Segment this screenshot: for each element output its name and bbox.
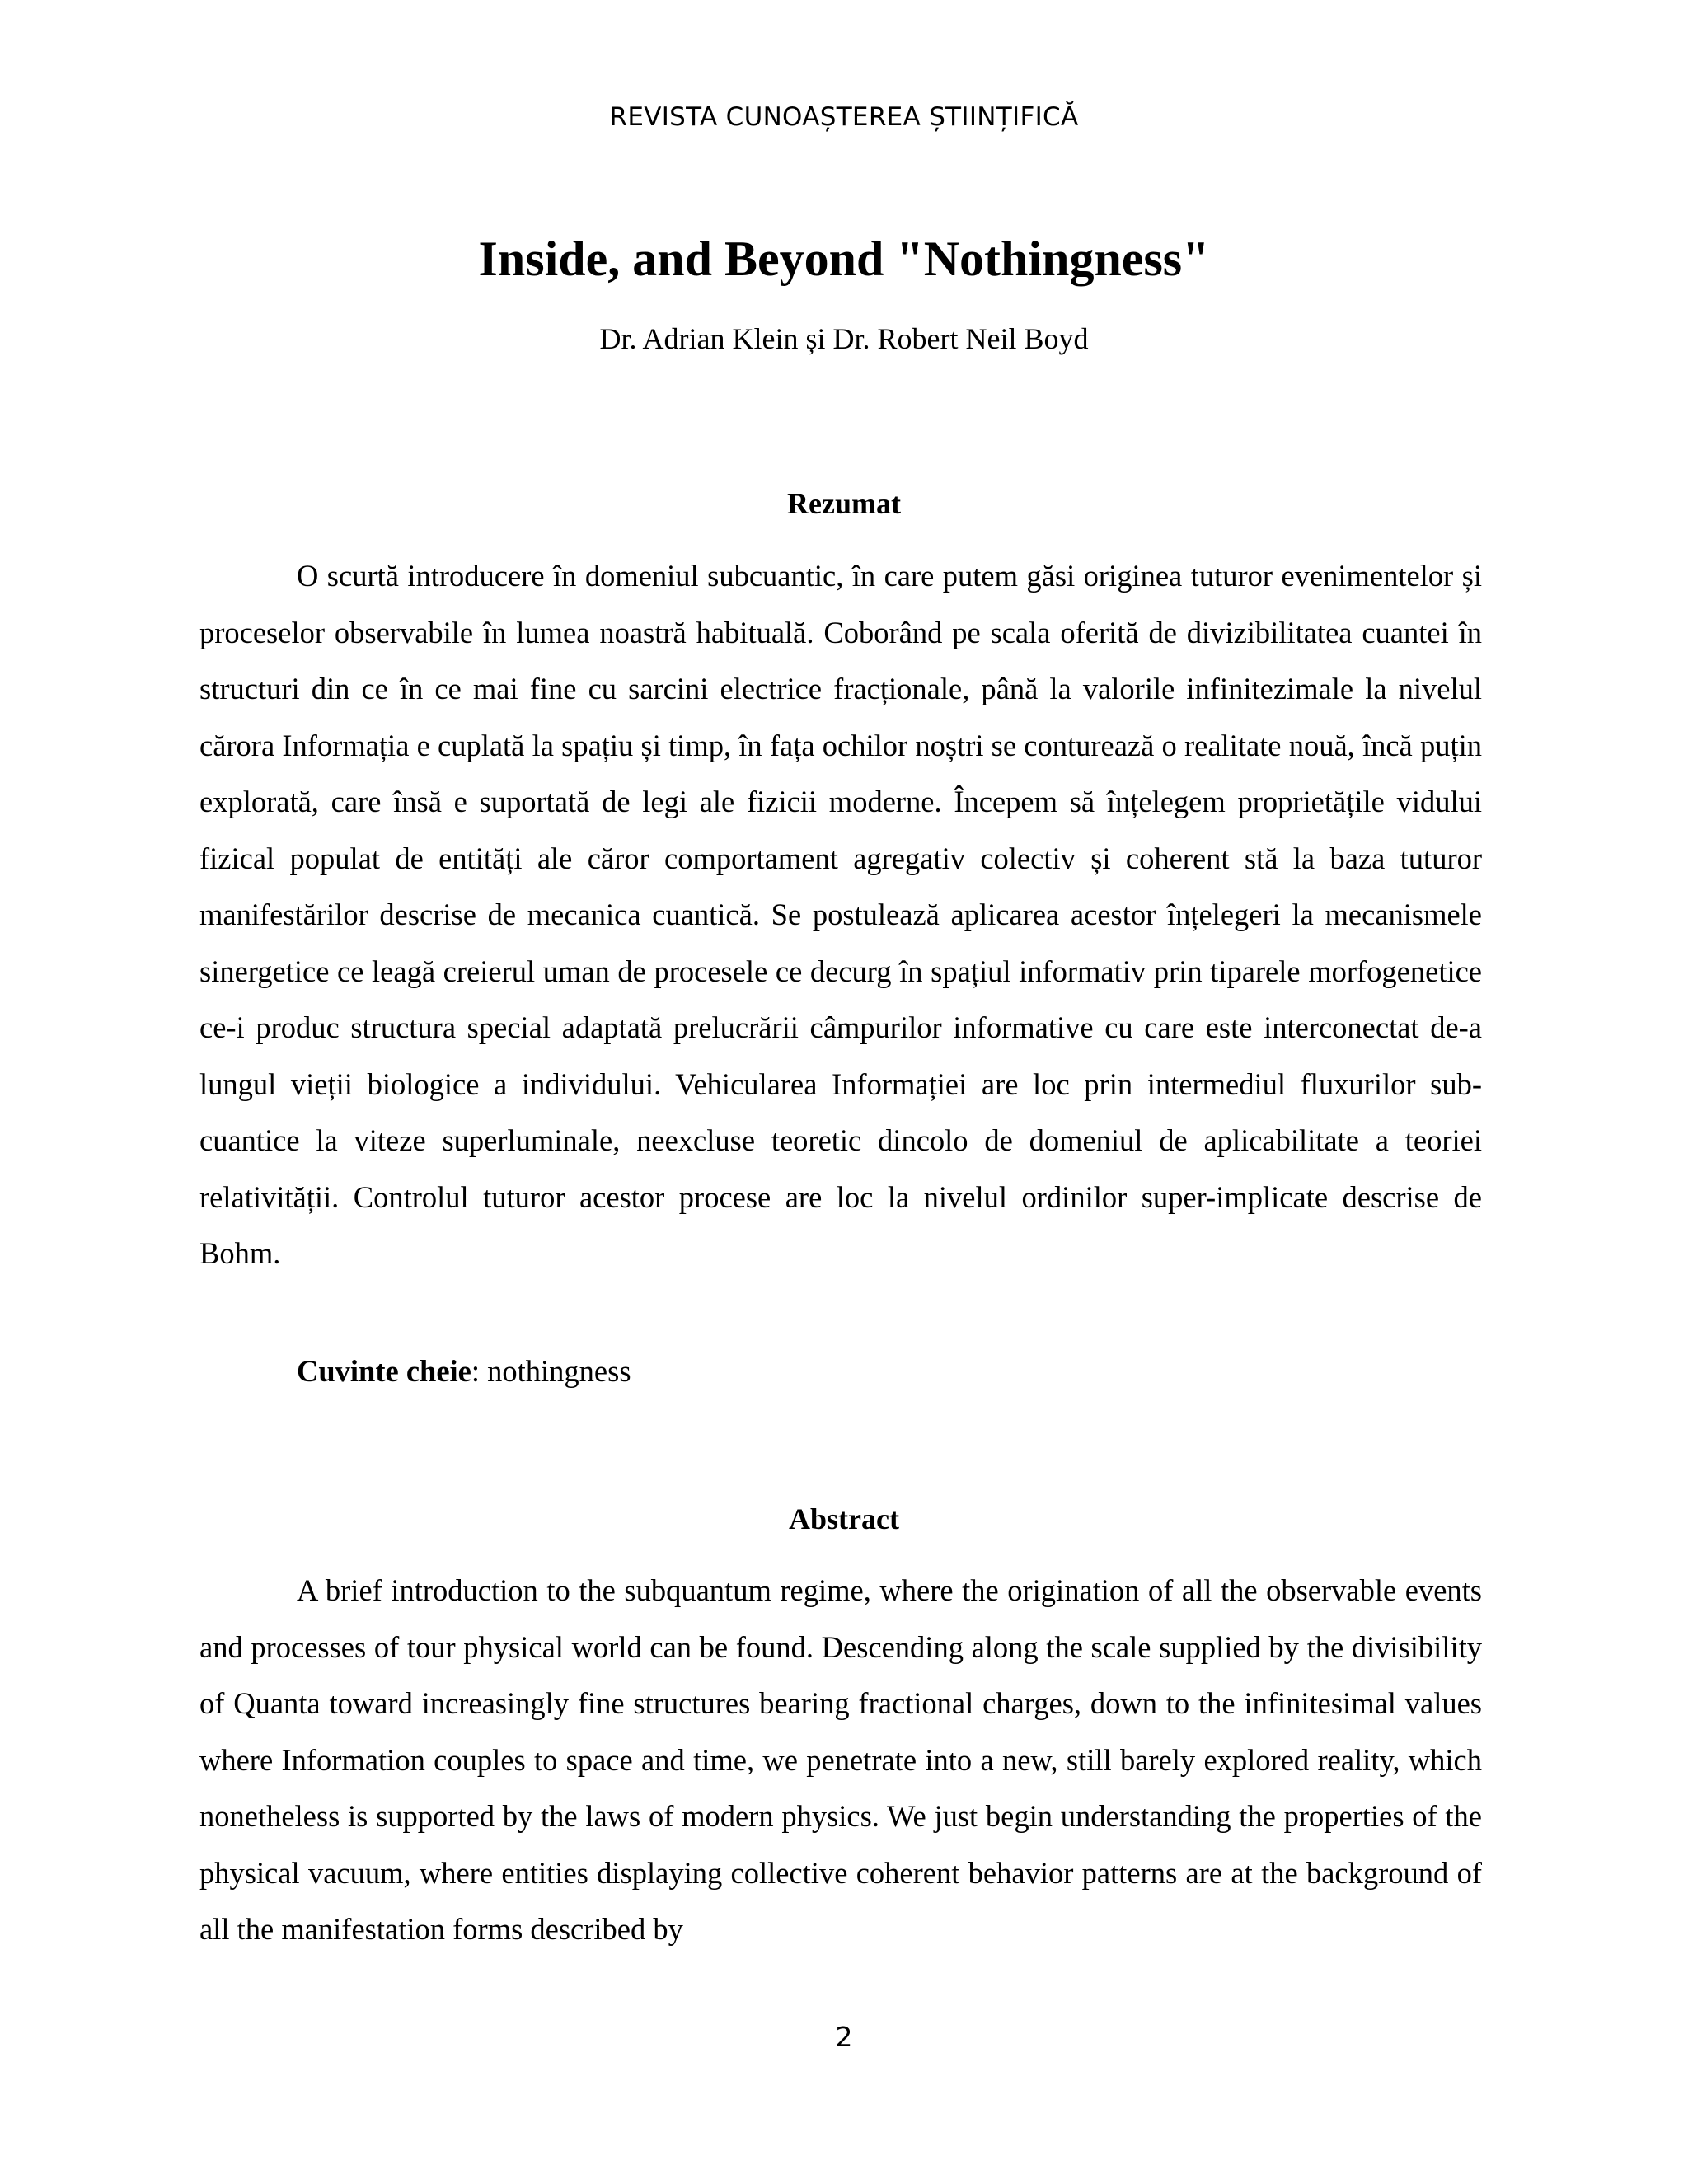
abstract-paragraph: A brief introduction to the subquantum regime, where the origination of all the observable events and processes of tour physical world can be found. Descending along the scale supplied by the divisibility of Quanta toward increasingly fine structures bearing fractional charges, down to the infinitesimal values where Information couples to space and time, we penetrate into a new, still barely explored reality, which nonetheless is supported by the laws of modern physics. We just begin understanding the properties of the physical vacuum, where entities displaying collective coherent behavior patterns are at the background of all the manifestation forms described by — [199, 1573, 1482, 1946]
journal-running-head: REVISTA CUNOAȘTEREA ȘTIINȚIFICĂ — [609, 102, 1079, 132]
article-authors: Dr. Adrian Klein și Dr. Robert Neil Boyd — [599, 322, 1089, 355]
page-number: 2 — [835, 2021, 853, 2053]
keywords-value: : nothingness — [471, 1354, 631, 1388]
abstract-heading: Abstract — [789, 1502, 899, 1535]
keywords-line — [297, 1353, 631, 1389]
article-title: Inside, and Beyond "Nothingness" — [478, 232, 1210, 286]
keywords-label: Cuvinte cheie — [297, 1354, 471, 1388]
rezumat-heading: Rezumat — [787, 487, 901, 520]
rezumat-paragraph: O scurtă introducere în domeniul subcuantic, în care putem găsi originea tuturor evenimentelor și proceselor observabile în lumea noastră habituală. Coborând pe scala oferită de divizibilitatea cuantei în structuri din ce în ce mai fine cu sarcini electrice fracționale, până la valorile infinitezimale la nivelul cărora Informația e cuplată la spațiu și timp, în fața ochilor noștri se conturează o realitate nouă, încă puțin explorată, care însă e suportată de legi ale fizicii moderne. Începem să înțelegem proprietățile vidului fizical populat de entități ale căror comportament agregativ colectiv și coherent stă la baza tuturor manifestărilor descrise de mecanica cuantică. Se postulează aplicarea acestor înțelegeri la mecanismele sinergetice ce leagă creierul uman de procesele ce decurg în spațiul informativ prin tiparele morfogenetice ce-i produc structura special adaptată prelucrării câmpurilor informative cu care este interconectat de-a lungul vieții biologice a individului. Vehicularea Informației are loc prin intermediul fluxurilor sub-cuantice la viteze superluminale, neexcluse teoretic dincolo de domeniul de aplicabilitate a teoriei relativității. Controlul tuturor acestor procese are loc la nivelul ordinilor super-implicate descrise de Bohm. — [199, 559, 1482, 1270]
